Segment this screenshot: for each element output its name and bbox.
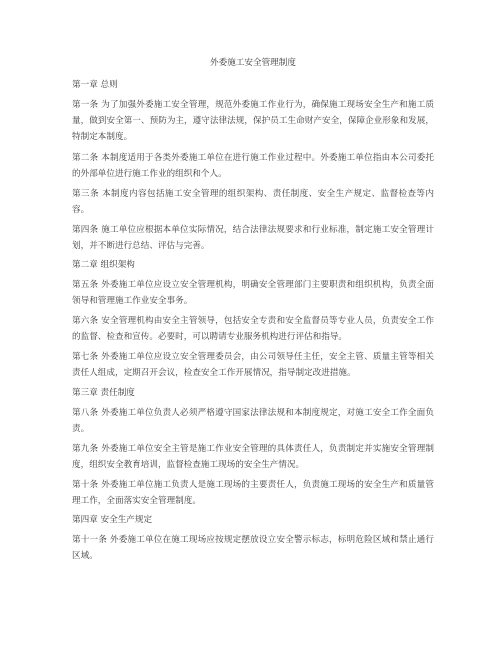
article-paragraph: 第五条 外委施工单位应设立安全管理机构，明确安全管理部门主要职责和组织机构，负责全面领导和管理施工作业安全事务。	[72, 280, 434, 306]
article-paragraph: 第七条 外委施工单位应设立安全管理委员会，由公司领导任主任，安全主管、质量主管等相关责任人组成，定期召开会议，检查安全工作开展情况，指导制定改进措施。	[72, 352, 434, 378]
article-paragraph: 第三条 本制度内容包括施工安全管理的组织架构、责任制度、安全生产规定、监督检查等内容。	[72, 189, 434, 215]
chapter-heading: 第四章 安全生产规定	[72, 515, 153, 525]
article-paragraph: 第十条 外委施工单位施工负责人是施工现场的主要责任人，负责施工现场的安全生产和质量管理工作，全面落实安全管理制度。	[72, 480, 434, 506]
chapter-heading: 第三章 责任制度	[72, 388, 135, 398]
article-paragraph: 第六条 安全管理机构由安全主管领导，包括安全专责和安全监督员等专业人员，负责安全工作的监督、检查和宣传。必要时，可以聘请专业服务机构进行评估和指导。	[72, 316, 434, 342]
article-paragraph: 第八条 外委施工单位负责人必须严格遵守国家法律法规和本制度规定，对施工安全工作全面负责。	[72, 408, 434, 434]
article-paragraph: 第四条 施工单位应根据本单位实际情况，结合法律法规要求和行业标准，制定施工安全管理计划，并不断进行总结、评估与完善。	[72, 225, 434, 251]
article-paragraph: 第一条 为了加强外委施工安全管理，规范外委施工作业行为，确保施工现场安全生产和施工质量，做到安全第一、预防为主，遵守法律法规，保护员工生命财产安全，保障企业形象和发展，特制定本制度。	[72, 100, 434, 142]
article-paragraph: 第二条 本制度适用于各类外委施工单位在进行施工作业过程中。外委施工单位指由本公司委托的外部单位进行施工作业的组织和个人。	[72, 153, 434, 179]
chapter-heading: 第一章 总则	[72, 80, 118, 90]
document-title: 外委施工安全管理制度	[210, 58, 296, 68]
article-paragraph: 第九条 外委施工单位安全主管是施工作业安全管理的具体责任人，负责制定并实施安全管理制度，组织安全教育培训，监督检查施工现场的安全生产情况。	[72, 444, 434, 470]
chapter-heading: 第二章 组织架构	[72, 260, 135, 270]
article-paragraph: 第十一条 外委施工单位在施工现场应按规定摆放设立安全警示标志，标明危险区域和禁止通行区域。	[72, 535, 434, 561]
